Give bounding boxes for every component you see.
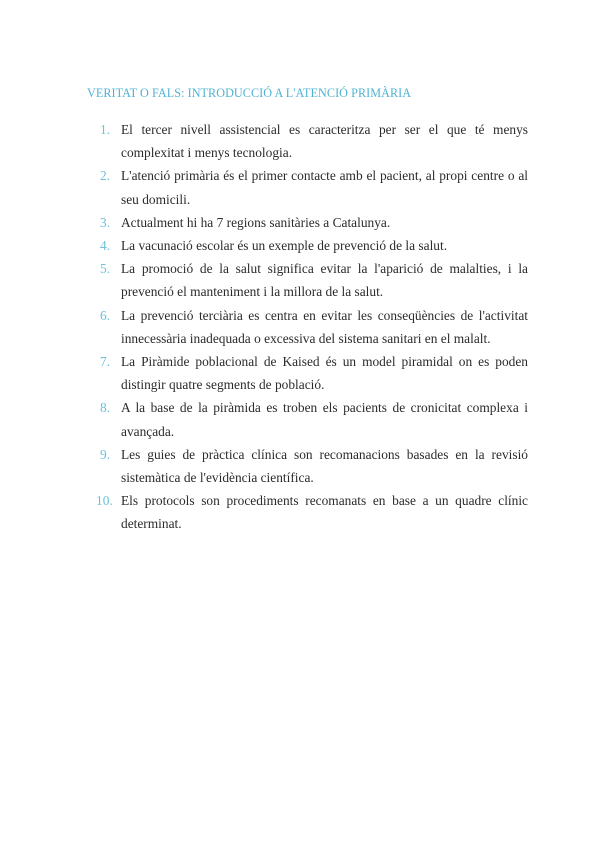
- item-text: La promoció de la salut significa evitar la l'aparició de malalties, i la prevenció el manteniment i la millora de la salut.: [121, 261, 528, 300]
- item-number: 7.: [100, 354, 111, 370]
- item-text: Les guies de pràctica clínica son recomanacions basades en la revisió sistemàtica de l'evidència científica.: [121, 446, 528, 486]
- item-number: 6.: [100, 307, 111, 323]
- item-number: 2.: [100, 168, 111, 184]
- item-text: L'atenció primària és el primer contacte amb el pacient, al propi centre o al seu domicili.: [121, 168, 528, 207]
- item-text: La Piràmide poblacional de Kaised és un model piramidal on es poden distingir quatre segments de població.: [121, 354, 528, 393]
- item-number: 9.: [100, 446, 111, 462]
- list-item: [100, 443, 528, 489]
- item-text: Els protocols son procediments recomanats en base a un quadre clínic determinat.: [121, 493, 528, 532]
- list-item: [96, 489, 528, 535]
- item-text: El tercer nivell assistencial es caracteritza per ser el que té menys complexitat i menys tecnologia.: [121, 122, 528, 161]
- list-item: [100, 304, 528, 350]
- list-item: [100, 234, 528, 257]
- list-item: [100, 118, 528, 164]
- list-item: [100, 211, 528, 234]
- list-item: [100, 350, 528, 396]
- item-number: 4.: [100, 238, 111, 254]
- question-list: [96, 118, 528, 536]
- list-item: [100, 164, 528, 210]
- list-item: [100, 396, 528, 442]
- list-item: [100, 257, 528, 303]
- item-number: 3.: [100, 214, 111, 230]
- page-title: VERITAT O FALS: INTRODUCCIÓ A L'ATENCIÓ PRIMÀRIA: [87, 86, 412, 100]
- item-number: 8.: [100, 400, 111, 416]
- item-number: 10.: [96, 493, 113, 509]
- item-number: 5.: [100, 261, 111, 277]
- item-text: A la base de la piràmida es troben els pacients de cronicitat complexa i avançada.: [121, 400, 528, 439]
- item-text: La prevenció terciària es centra en evitar les conseqüències de l'activitat innecessària inadequada o excessiva del sistema sanitari en el malalt.: [121, 307, 528, 346]
- item-text: Actualment hi ha 7 regions sanitàries a Catalunya.: [121, 214, 391, 230]
- item-text: La vacunació escolar és un exemple de prevenció de la salut.: [121, 238, 448, 254]
- item-number: 1.: [100, 122, 111, 137]
